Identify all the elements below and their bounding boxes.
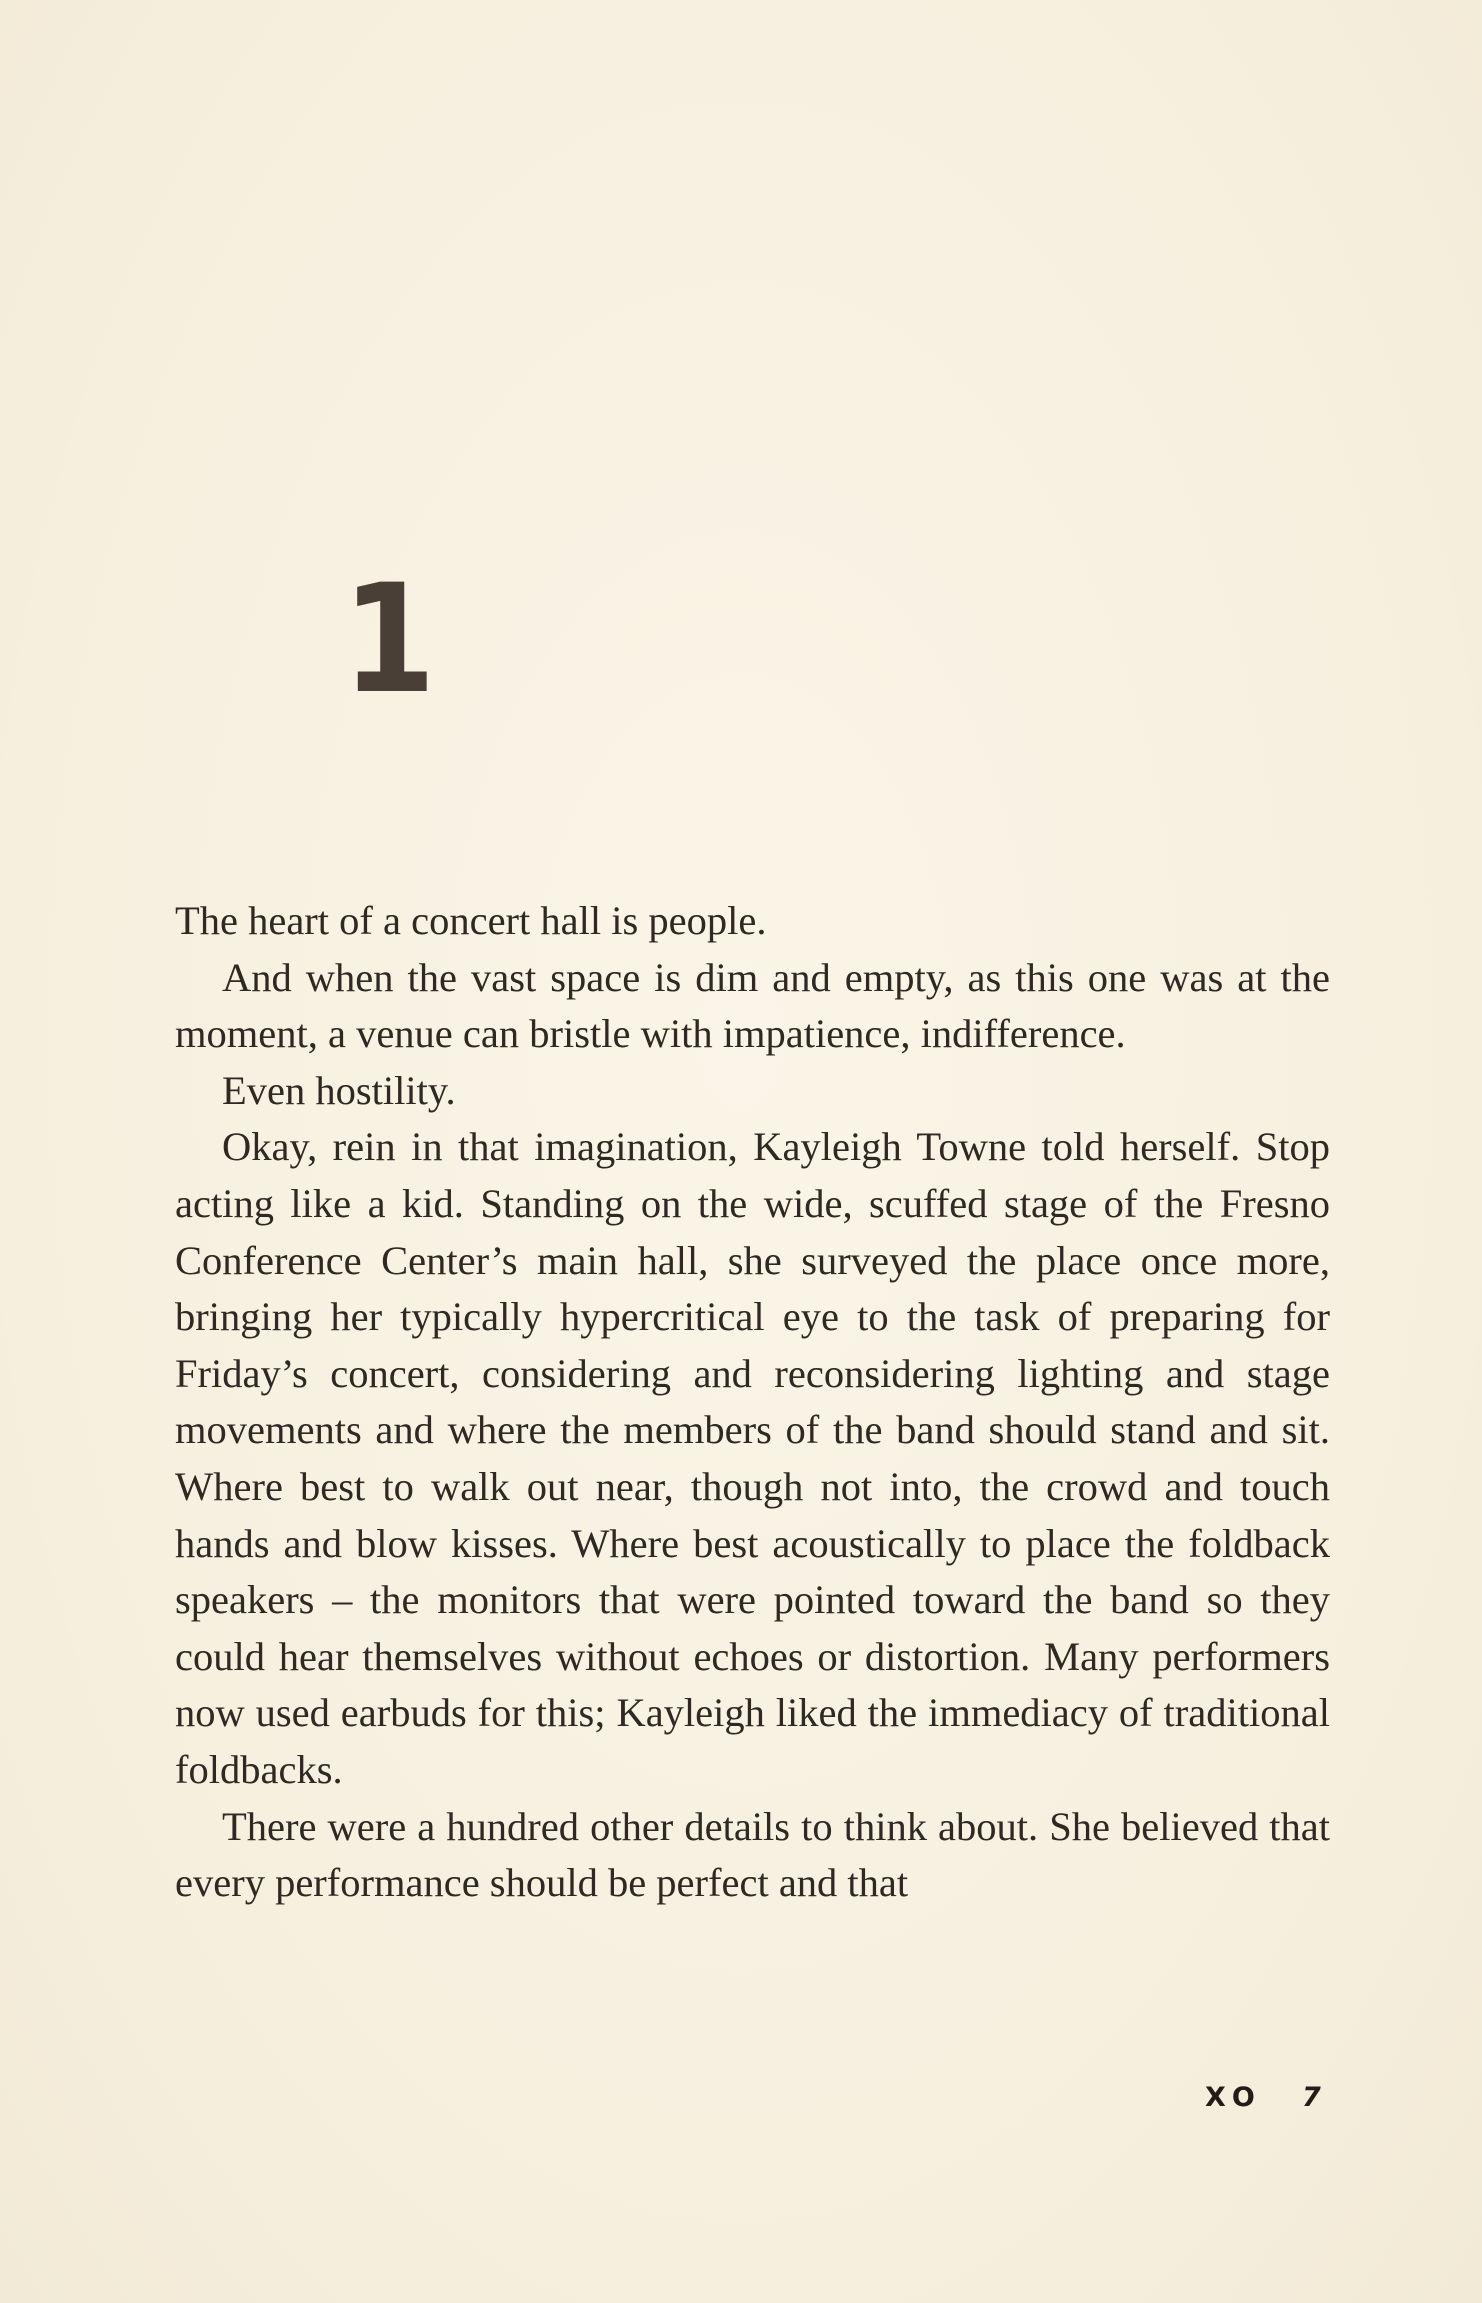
page-footer xyxy=(1180,2082,1330,2122)
page-number: 7 xyxy=(1302,2082,1321,2113)
running-head: XO xyxy=(1205,2082,1262,2113)
paragraph: There were a hundred other details to think about. She believed that every performance should be perfect and that xyxy=(175,1803,1330,1906)
paragraph: Even hostility. xyxy=(222,1067,456,1113)
body-text xyxy=(175,893,1330,1912)
paragraph: The heart of a concert hall is people. xyxy=(175,898,767,943)
paragraph: Okay, rein in that imagination, Kayleigh Towne told herself. Stop acting like a kid. Standing on the wide, scuffed stage of the Fresno Conference Center’s main hall, she surveyed the place once more, bringing her typically hypercritical eye to the task of preparing for Friday’s concert, considering and reconsidering lighting and stage movements and where the members of the band should stand and sit. Where best to walk out near, though not into, the crowd and touch hands and blow kisses. Where best acoustically to place the foldback speakers – the monitors that were pointed toward the band so they could hear themselves without echoes or distortion. Many performers now used earbuds for this; Kayleigh liked the immediacy of traditional foldbacks. xyxy=(175,1124,1330,1792)
paragraph: And when the vast space is dim and empty, as this one was at the moment, a venue can bristle with impatience, indifference. xyxy=(175,954,1330,1057)
chapter-number: 1 xyxy=(342,553,436,727)
